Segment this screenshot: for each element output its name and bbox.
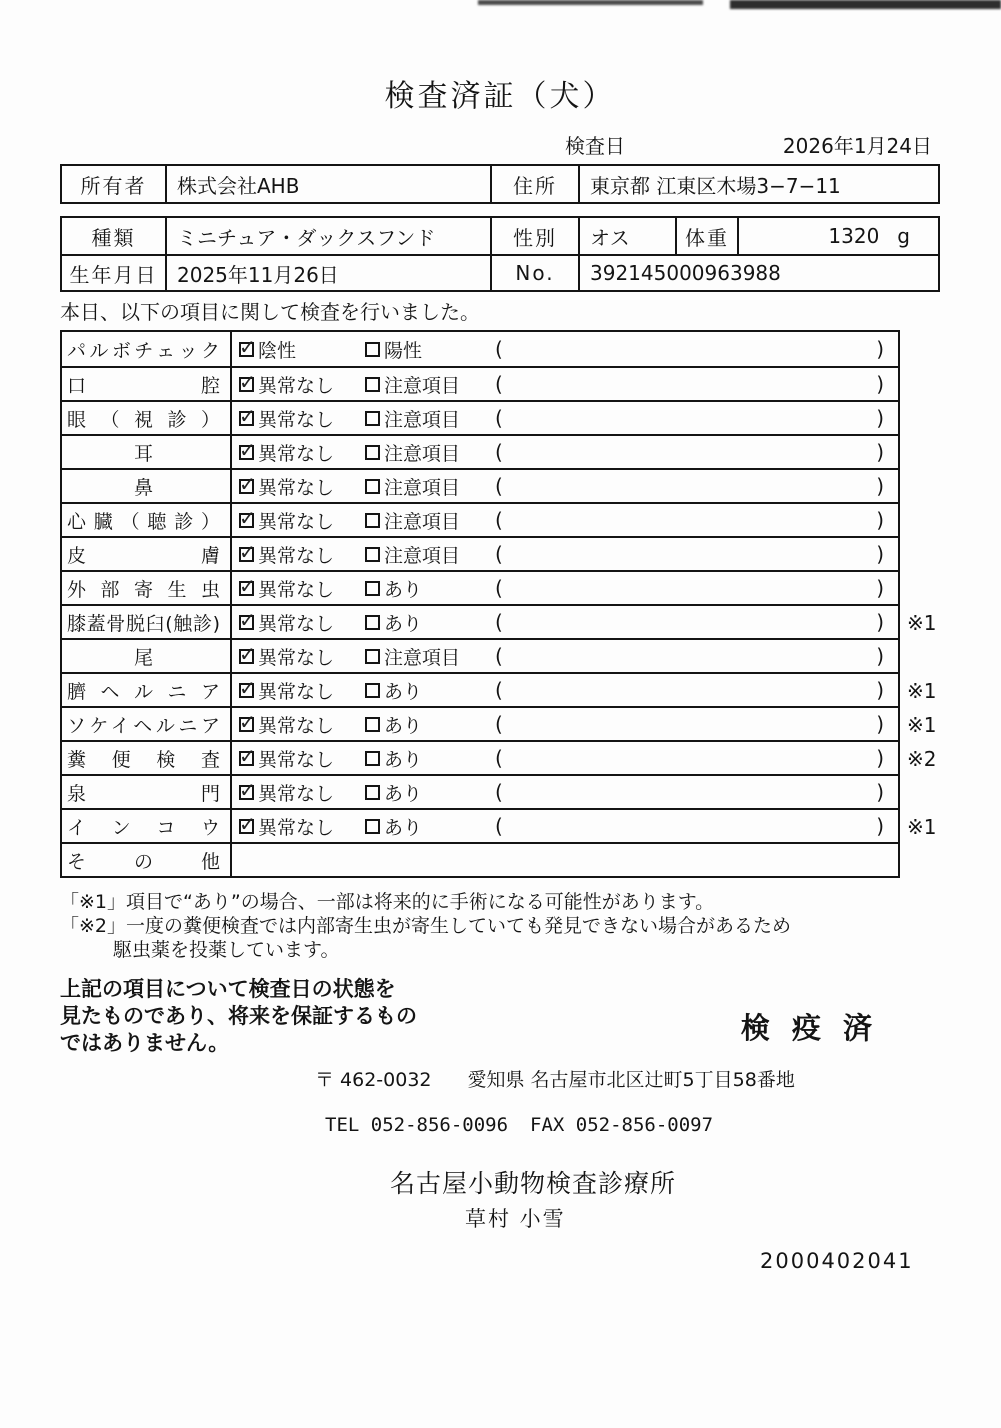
option1-checkbox[interactable] [239,471,256,496]
inspection-result-cell [232,810,898,842]
option2-label: 注意項目 [384,374,461,397]
remarks-blank-field[interactable] [495,746,898,770]
option1-checkbox[interactable] [239,573,256,598]
option2-label: 陽性 [384,339,423,362]
inspection-item-label: 膝蓋骨脱臼(触診) [67,612,220,635]
inspection-item-label: ソケイヘルニア [67,714,220,737]
check-mark: ✓ [239,403,256,428]
paren-open: ( [495,610,503,634]
option2-checkbox[interactable] [365,649,380,664]
inspection-item-cell [62,674,232,706]
result-option-1 [232,643,365,670]
inspection-item-label: 鼻 [133,476,153,499]
option2-label: 注意項目 [384,510,461,533]
option1-checkbox[interactable] [239,641,256,666]
footnote-ref: ※2 [907,747,937,771]
option1-label: 異常なし [258,442,335,465]
inspection-result-cell [232,708,898,740]
option1-checkbox[interactable] [239,777,256,802]
address-value: 東京都 江東区木場3−7−11 [578,166,938,202]
inspection-item-label: 尾 [133,646,153,669]
paren-open: ( [495,644,503,668]
inspection-result-cell [232,332,898,366]
inspection-result-cell [232,402,898,434]
fax-number: FAX 052-856-0097 [530,1114,714,1136]
result-option-1 [232,507,365,534]
sex-value: オス [578,218,675,254]
result-option-2 [365,405,495,432]
inspection-item-cell [62,606,232,638]
inspection-row [62,502,898,536]
option1-label: 異常なし [258,476,335,499]
inspection-item-cell [62,572,232,604]
disclaimer [60,976,417,1057]
inspection-result-cell [232,844,898,876]
result-option-1 [232,745,365,772]
disclaimer-and-stamp [60,976,940,1057]
option2-checkbox[interactable] [365,342,380,357]
footnotes [60,890,940,962]
option1-label: 異常なし [258,748,335,771]
paren-open: ( [495,406,503,430]
footnote-ref: ※1 [907,679,937,703]
result-option-1 [232,405,365,432]
weight-label: 体重 [675,218,737,254]
result-option-1 [232,779,365,806]
owner-table [60,164,940,204]
paren-close: ) [876,712,884,736]
option1-checkbox[interactable] [239,811,256,836]
remarks-blank-field[interactable] [495,644,898,668]
paren-close: ) [876,542,884,566]
option2-checkbox[interactable] [365,547,380,562]
inspection-row [62,740,937,774]
paren-close: ) [876,678,884,702]
inspection-item-cell [62,776,232,808]
paren-open: ( [495,440,503,464]
pet-info-table [60,216,940,292]
result-option-2 [365,711,495,738]
inspection-item-cell [62,640,232,672]
result-option-2 [365,745,495,772]
remarks-blank-field[interactable] [495,610,898,634]
inspection-row [62,332,898,366]
paren-open: ( [495,337,503,361]
check-mark: ✓ [239,471,256,496]
inspection-item-cell [62,810,232,842]
option2-label: あり [384,782,423,805]
result-option-1 [232,371,365,398]
inspection-item-label: 心臓（聴診） [67,510,220,533]
paren-close: ) [876,746,884,770]
inspection-item-label: インコウ [67,816,220,839]
footnote-3: 駆虫薬を投薬しています。 [113,939,340,961]
remarks-blank-field[interactable] [495,814,898,838]
inspection-result-cell [232,538,898,570]
option2-checkbox[interactable] [365,615,380,630]
inspection-row [62,434,898,468]
paren-open: ( [495,814,503,838]
clinic-name: 名古屋小動物検査診療所 [390,1169,677,1198]
option2-checkbox[interactable] [365,751,380,766]
inspection-row [62,604,937,638]
owner-value: 株式会社AHB [165,166,490,202]
inspection-item-cell [62,436,232,468]
result-option-1 [232,677,365,704]
option1-label: 異常なし [258,816,335,839]
birthdate-value: 2025年11月26日 [165,256,490,290]
paren-close: ) [876,440,884,464]
footnote-ref: ※1 [907,815,937,839]
option2-label: あり [384,680,423,703]
veterinarian-name: 草村 小雪 [465,1207,566,1231]
inspection-result-cell [232,504,898,536]
option2-checkbox[interactable] [365,479,380,494]
option2-label: あり [384,714,423,737]
inspection-item-label: 眼（視診） [67,408,220,431]
inspection-item-cell [62,402,232,434]
paren-close: ) [876,337,884,361]
option1-checkbox[interactable] [239,437,256,462]
option1-label: 異常なし [258,578,335,601]
option2-label: あり [384,612,423,635]
inspection-row [62,672,937,706]
disclaimer-line: ではありません。 [60,1031,230,1055]
quarantine-passed-stamp: 検 疫 済 [740,1011,878,1045]
result-option-2 [365,813,495,840]
pet-info-row-1 [62,218,938,254]
paren-open: ( [495,780,503,804]
inspection-item-cell [62,742,232,774]
inspection-result-cell [232,368,898,400]
option1-label: 異常なし [258,646,335,669]
disclaimer-line: 上記の項目について検査日の状態を [60,977,396,1001]
paren-close: ) [876,406,884,430]
inspection-item-label: 糞便検査 [67,748,220,771]
inspection-row [62,808,937,842]
result-option-2 [365,677,495,704]
result-option-2 [365,779,495,806]
check-mark: ✓ [239,369,256,394]
option1-label: 異常なし [258,612,335,635]
clinic-phone-line [325,1114,940,1136]
inspection-row [62,842,898,876]
check-mark: ✓ [239,437,256,462]
check-mark: ✓ [239,675,256,700]
paren-open: ( [495,508,503,532]
inspection-row [62,638,898,672]
weight-unit: g [897,224,910,248]
paren-close: ) [876,610,884,634]
remarks-blank-field[interactable] [495,780,898,804]
paren-close: ) [876,474,884,498]
paren-open: ( [495,474,503,498]
footnote-2: 「※2」一度の糞便検査では内部寄生虫が寄生していても発見できない場合があるため [60,915,792,937]
result-option-1 [232,473,365,500]
inspection-item-label: パルボチェック [67,339,220,362]
inspection-date-label: 検査日 [565,134,625,158]
inspection-item-label: その他 [67,850,220,873]
inspection-table [60,330,937,878]
remarks-blank-field[interactable] [495,406,898,430]
tel-number: TEL 052-856-0096 [325,1114,509,1136]
check-mark: ✓ [239,709,256,734]
paren-open: ( [495,746,503,770]
remarks-blank-field[interactable] [495,576,898,600]
option2-checkbox[interactable] [365,445,380,460]
remarks-blank-field[interactable] [495,542,898,566]
disclaimer-line: 見たものであり、将来を保証するもの [60,1004,417,1028]
result-option-2 [365,336,495,363]
document-number: 2000402041 [760,1249,914,1273]
option2-label: 注意項目 [384,476,461,499]
option1-label: 異常なし [258,544,335,567]
inspection-result-cell [232,640,898,672]
check-mark: ✓ [239,743,256,768]
inspection-row [62,366,898,400]
result-option-1 [232,575,365,602]
sex-label: 性別 [490,218,578,254]
paren-open: ( [495,576,503,600]
breed-label: 種類 [91,225,136,250]
result-option-2 [365,507,495,534]
option1-checkbox[interactable] [239,675,256,700]
remarks-blank-field[interactable] [495,678,898,702]
inspection-result-cell [232,776,898,808]
check-mark: ✓ [239,573,256,598]
option1-checkbox[interactable] [239,403,256,428]
result-option-2 [365,541,495,568]
clinic-address-line [315,1065,940,1092]
option1-label: 異常なし [258,374,335,397]
paren-open: ( [495,678,503,702]
option2-checkbox[interactable] [365,717,380,732]
address-label: 住所 [490,166,578,202]
paren-close: ) [876,372,884,396]
postal-code: 〒 462-0032 [315,1069,432,1091]
inspection-result-cell [232,436,898,468]
result-option-1 [232,609,365,636]
remarks-blank-field[interactable] [495,372,898,396]
option2-checkbox[interactable] [365,411,380,426]
paren-close: ) [876,576,884,600]
inspection-result-cell [232,572,898,604]
result-option-2 [365,473,495,500]
check-mark: ✓ [239,777,256,802]
inspection-result-cell [232,742,898,774]
result-option-2 [365,575,495,602]
inspection-row [62,400,898,434]
result-option-1 [232,813,365,840]
paren-open: ( [495,712,503,736]
paren-close: ) [876,814,884,838]
pet-info-row-2 [62,254,938,290]
option1-label: 異常なし [258,782,335,805]
inspection-item-label: 皮膚 [67,544,220,567]
option1-label: 異常なし [258,408,335,431]
result-option-2 [365,609,495,636]
inspection-item-cell [62,368,232,400]
option2-checkbox[interactable] [365,819,380,834]
result-option-1 [232,439,365,466]
option2-checkbox[interactable] [365,683,380,698]
paren-close: ) [876,780,884,804]
check-mark: ✓ [239,811,256,836]
footnote-ref: ※1 [907,713,937,737]
option1-checkbox[interactable] [239,334,256,359]
option1-checkbox[interactable] [239,369,256,394]
no-label: No. [490,256,578,290]
check-mark: ✓ [239,539,256,564]
option2-label: 注意項目 [384,646,461,669]
option1-checkbox[interactable] [239,743,256,768]
check-mark: ✓ [239,334,256,359]
inspection-item-cell [62,708,232,740]
option1-label: 異常なし [258,714,335,737]
result-option-1 [232,711,365,738]
check-mark: ✓ [239,641,256,666]
result-option-1 [232,336,365,363]
inspection-item-cell [62,470,232,502]
document-title: 検査済証（犬） [384,79,616,114]
inspection-row [62,774,898,808]
clinic-address: 愛知県 名古屋市北区辻町5丁目58番地 [467,1069,795,1091]
option1-checkbox[interactable] [239,607,256,632]
option2-label: あり [384,748,423,771]
inspection-item-cell [62,332,232,366]
inspection-item-label: 口腔 [67,374,220,397]
result-option-2 [365,643,495,670]
inspection-item-cell [62,844,232,876]
result-option-2 [365,439,495,466]
footnote-1: 「※1」項目で“あり”の場合、一部は将来的に手術になる可能性があります。 [60,891,715,913]
remarks-blank-field[interactable] [495,712,898,736]
check-mark: ✓ [239,607,256,632]
paren-close: ) [876,644,884,668]
inspection-item-cell [62,538,232,570]
option1-checkbox[interactable] [239,539,256,564]
option1-label: 異常なし [258,510,335,533]
inspection-row [62,536,898,570]
option1-label: 陰性 [258,339,297,362]
birthdate-label: 生年月日 [69,262,158,287]
no-value: 392145000963988 [578,256,938,290]
option1-checkbox[interactable] [239,505,256,530]
inspection-item-cell [62,504,232,536]
inspection-result-cell [232,606,898,638]
option2-checkbox[interactable] [365,785,380,800]
inspection-item-label: 臍ヘルニア [67,680,220,703]
option1-checkbox[interactable] [239,709,256,734]
option2-label: あり [384,816,423,839]
paren-open: ( [495,372,503,396]
inspection-row [62,706,937,740]
option2-checkbox[interactable] [365,377,380,392]
footnote-ref: ※1 [907,611,937,635]
breed-value: ミニチュア・ダックスフンド [165,218,490,254]
certificate-content [60,0,940,1273]
option2-label: 注意項目 [384,442,461,465]
check-mark: ✓ [239,505,256,530]
inspection-date-row [60,134,940,159]
remarks-blank-field[interactable] [495,474,898,498]
result-option-1 [232,541,365,568]
inspection-item-label: 外部寄生虫 [67,578,220,601]
weight-value: 1320 [828,224,880,248]
intro-text: 本日、以下の項目に関して検査を行いました。 [60,300,480,324]
option2-label: 注意項目 [384,408,461,431]
inspection-date-value: 2026年1月24日 [782,134,932,158]
inspection-result-cell [232,674,898,706]
option2-label: 注意項目 [384,544,461,567]
inspection-item-label: 泉門 [67,782,220,805]
inspection-result-cell [232,470,898,502]
inspection-row [62,570,898,604]
option1-label: 異常なし [258,680,335,703]
remarks-blank-field[interactable] [495,440,898,464]
option2-checkbox[interactable] [365,513,380,528]
option2-label: あり [384,578,423,601]
weight-cell [737,218,938,254]
paren-close: ) [876,508,884,532]
inspection-row [62,468,898,502]
inspection-item-label: 耳 [133,442,153,465]
result-option-2 [365,371,495,398]
paren-open: ( [495,542,503,566]
remarks-blank-field[interactable] [495,337,898,361]
owner-label: 所有者 [80,173,147,198]
remarks-blank-field[interactable] [495,508,898,532]
option2-checkbox[interactable] [365,581,380,596]
